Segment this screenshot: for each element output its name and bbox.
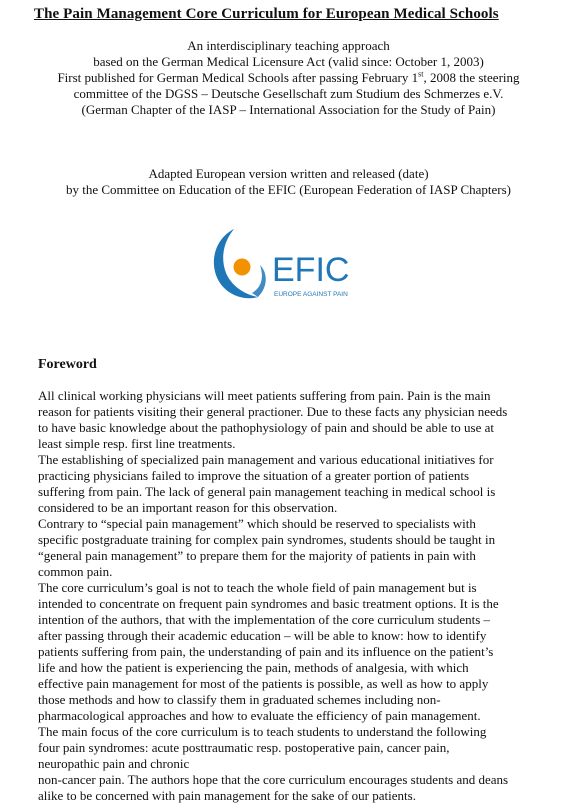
body-line: effective pain management for most of the patients is possible, as well as how to apply [38, 676, 489, 691]
body-line: non-cancer pain. The authors hope that the core curriculum encourages students and deans [38, 772, 509, 787]
body-line: four pain syndromes: acute posttraumatic resp. postoperative pain, cancer pain, [38, 740, 450, 755]
body-line: intention of the authors, that with the implementation of the core curriculum students – [38, 612, 491, 627]
body-line: to have basic knowledge about the pathophysiology of pain and should be able to use at [38, 420, 494, 435]
intro-line: based on the German Medical Licensure Act (valid since: October 1, 2003) [93, 54, 484, 69]
body-line: The core curriculum’s goal is not to teach the whole field of pain management but is [38, 580, 477, 595]
body-line: specific postgraduate training for complex pain syndromes, students should be taught in [38, 532, 496, 547]
published-text: First published for German Medical Schools after passing February 1 [57, 70, 419, 85]
logo-tagline: EUROPE AGAINST PAIN [274, 291, 348, 298]
body-line: suffering from pain. The lack of general pain management teaching in medical school is [38, 484, 496, 499]
published-superscript: st [418, 69, 424, 79]
body-line: least simple resp. first line treatments. [38, 436, 236, 451]
efic-logo-graphic [206, 225, 366, 305]
adapted-block [0, 166, 577, 198]
body-line: those methods and how to classify them in graduated schemes including non- [38, 692, 441, 707]
body-line: patients suffering from pain, the understanding of pain and its influence on the patient’s [38, 644, 494, 659]
body-line: life and how the patient is experiencing the pain, methods of analgesia, with which [38, 660, 469, 675]
body-line: “general pain management” to prepare them for the majority of patients in pain with [38, 548, 476, 563]
logo-wordmark: EFIC [272, 251, 350, 289]
body-line: after passing through their academic education – will be able to know: how to identify [38, 628, 487, 643]
adapted-line: Adapted European version written and released (date) [148, 166, 429, 181]
body-line: common pain. [38, 564, 113, 579]
published-line [0, 70, 577, 86]
body-line: pharmacological approaches and how to evaluate the efficiency of pain management. [38, 708, 481, 723]
foreword-heading: Foreword [38, 357, 97, 372]
intro-block [0, 38, 577, 118]
adapted-line: by the Committee on Education of the EFIC (European Federation of IASP Chapters) [65, 182, 512, 197]
intro-line: committee of the DGSS – Deutsche Gesellschaft zum Studium des Schmerzes e.V. [73, 86, 504, 101]
body-line: intended to concentrate on frequent pain syndromes and basic treatment options. It is the [38, 596, 499, 611]
body-line: Contrary to “special pain management” which should be reserved to specialists with [38, 516, 476, 531]
published-text-end: , 2008 the steering [423, 70, 520, 85]
body-line: alike to be concerned with pain management for the sake of our patients. [38, 788, 416, 803]
document-title: The Pain Management Core Curriculum for European Medical Schools [34, 6, 499, 22]
intro-line: An interdisciplinary teaching approach [187, 38, 390, 53]
intro-line: (German Chapter of the IASP – International Association for the Study of Pain) [81, 102, 496, 117]
body-line: considered to be an important reason for this observation. [38, 500, 338, 515]
efic-logo [206, 225, 366, 305]
body-line: The establishing of specialized pain management and various educational initiatives for [38, 452, 494, 467]
foreword-body [38, 388, 558, 804]
body-line: neuropathic pain and chronic [38, 756, 190, 771]
body-line: practicing physicians failed to improve the situation of a greater portion of patients [38, 468, 470, 483]
body-line: The main focus of the core curriculum is to teach students to understand the following [38, 724, 487, 739]
body-line: All clinical working physicians will meet patients suffering from pain. Pain is the main [38, 388, 491, 403]
body-line: reason for patients visiting their general practioner. Due to these facts any physician needs [38, 404, 508, 419]
